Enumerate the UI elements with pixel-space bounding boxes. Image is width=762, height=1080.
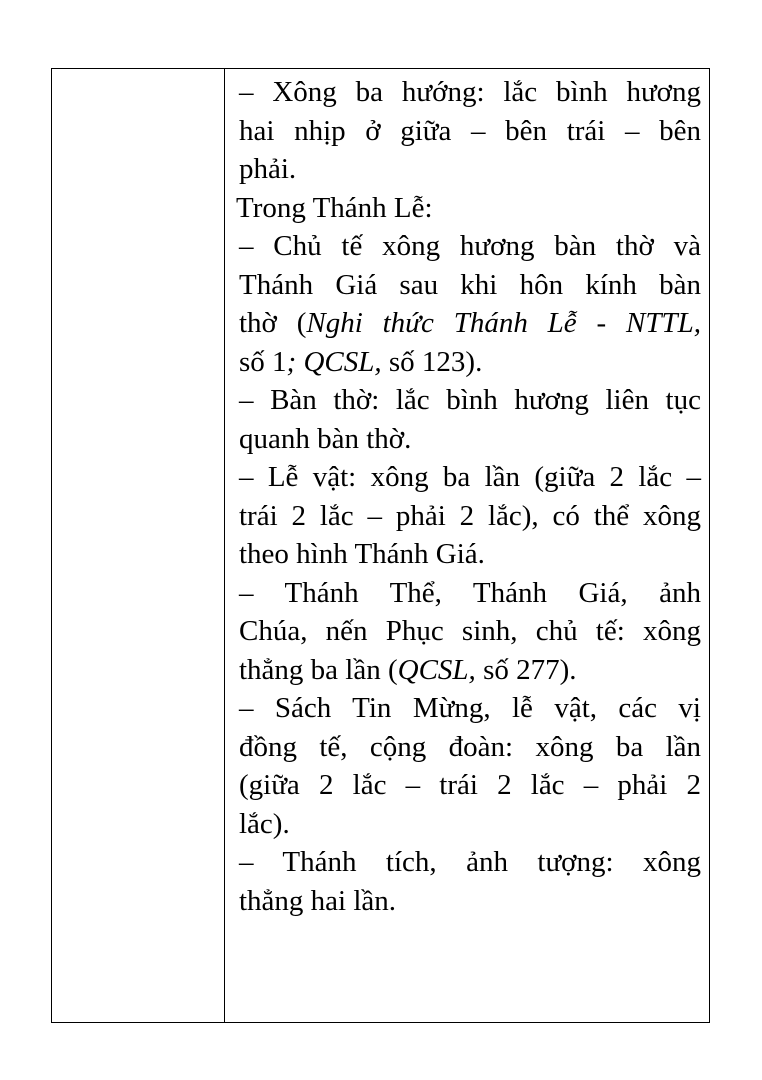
text-line: lắc). xyxy=(239,807,290,840)
text-line: – Xông ba hướng: lắc bình hương xyxy=(239,76,701,108)
text-line: đồng tế, cộng đoàn: xông ba lần xyxy=(239,730,701,763)
text-run: thẳng ba lần ( xyxy=(239,653,398,686)
text-line: trái 2 lắc – phải 2 lắc), có thể xông xyxy=(239,499,701,532)
text-line-with-citation xyxy=(239,343,701,382)
text-line-with-citation xyxy=(239,651,701,690)
citation-italic: Nghi thức Thánh Lễ - NTTL, xyxy=(306,307,701,339)
text-line: – Chủ tế xông hương bàn thờ và xyxy=(239,230,701,262)
text-run: số 123). xyxy=(381,345,483,378)
text-line: phải. xyxy=(239,153,297,185)
text-line: Chúa, nến Phục sinh, chủ tế: xông xyxy=(239,615,701,647)
citation-italic: ; QCSL, xyxy=(286,345,382,378)
text-line: Thánh Giá sau khi hôn kính bàn xyxy=(239,268,701,301)
text-line: – Thánh Thể, Thánh Giá, ảnh xyxy=(239,576,701,609)
text-line: thẳng hai lần. xyxy=(239,884,397,917)
text-line: – Sách Tin Mừng, lễ vật, các vị xyxy=(239,692,701,724)
table-right-cell xyxy=(236,73,701,920)
text-line: – Lễ vật: xông ba lần (giữa 2 lắc – xyxy=(239,461,701,493)
column-divider xyxy=(224,69,225,1022)
text-line: theo hình Thánh Giá. xyxy=(239,538,485,570)
text-line: – Bàn thờ: lắc bình hương liên tục xyxy=(239,384,701,416)
text-run: số 277). xyxy=(475,653,577,686)
text-line: quanh bàn thờ. xyxy=(239,422,412,455)
citation-italic: QCSL, xyxy=(397,653,476,686)
table-left-cell-empty xyxy=(52,69,224,1022)
text-run: số 1 xyxy=(239,345,287,378)
text-line-with-citation xyxy=(239,304,701,343)
text-run: thờ ( xyxy=(239,307,307,339)
text-line: (giữa 2 lắc – trái 2 lắc – phải 2 xyxy=(239,769,701,801)
text-line: – Thánh tích, ảnh tượng: xông xyxy=(239,846,701,878)
section-heading-trong-thanh-le: Trong Thánh Lễ: xyxy=(236,191,433,224)
text-line: hai nhịp ở giữa – bên trái – bên xyxy=(239,114,701,147)
two-column-table xyxy=(51,68,710,1023)
